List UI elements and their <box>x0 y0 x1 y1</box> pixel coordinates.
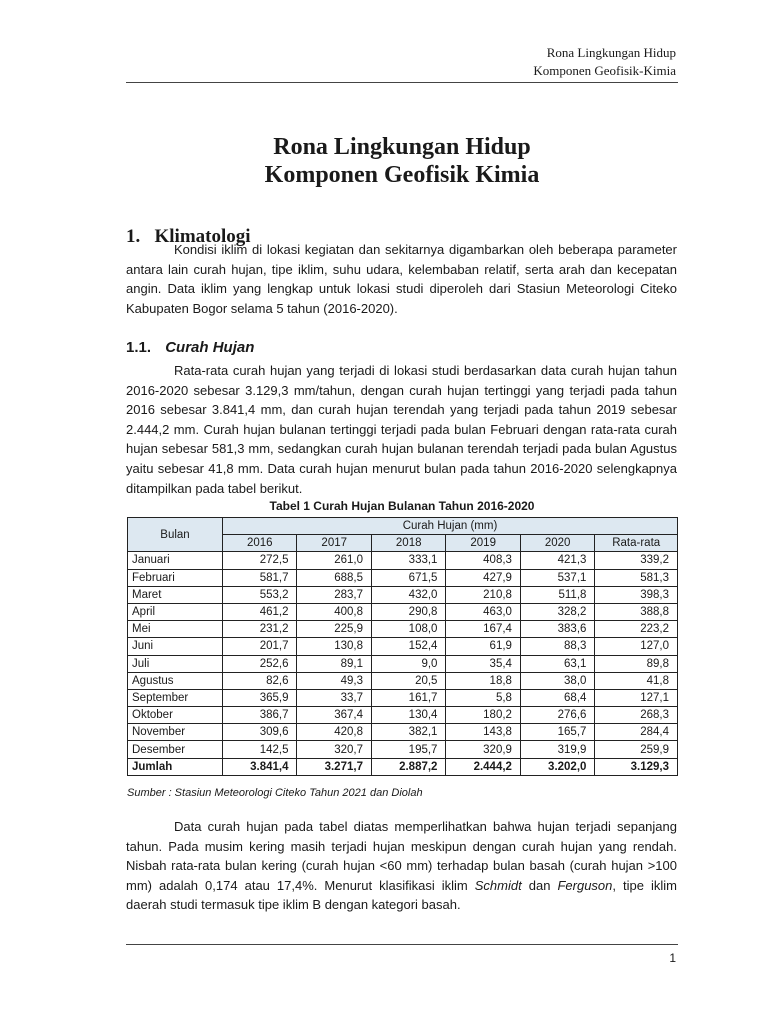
value-cell: 130,8 <box>297 638 371 655</box>
value-cell: 319,9 <box>520 741 594 758</box>
month-cell: Desember <box>128 741 223 758</box>
month-cell: November <box>128 724 223 741</box>
value-cell: 35,4 <box>446 655 520 672</box>
value-cell: 461,2 <box>223 603 297 620</box>
total-value-cell: 3.202,0 <box>520 758 594 775</box>
month-cell: Mei <box>128 621 223 638</box>
total-value-cell: 2.444,2 <box>446 758 520 775</box>
value-cell: 320,7 <box>297 741 371 758</box>
value-cell: 463,0 <box>446 603 520 620</box>
header-col: 2017 <box>297 535 371 552</box>
page-title <box>126 133 678 189</box>
value-cell: 284,4 <box>595 724 678 741</box>
value-cell: 165,7 <box>520 724 594 741</box>
table-row <box>128 724 678 741</box>
value-cell: 127,1 <box>595 689 678 706</box>
header-col: 2019 <box>446 535 520 552</box>
value-cell: 259,9 <box>595 741 678 758</box>
rainfall-table <box>127 517 678 776</box>
section-heading-klimatologi: 1. Klimatologi <box>126 226 251 247</box>
table-row <box>128 569 678 586</box>
value-cell: 365,9 <box>223 689 297 706</box>
page-number: 1 <box>669 951 676 965</box>
total-value-cell: 3.129,3 <box>595 758 678 775</box>
value-cell: 388,8 <box>595 603 678 620</box>
running-header-subtitle: Komponen Geofisik-Kimia <box>533 63 676 78</box>
value-cell: 408,3 <box>446 552 520 569</box>
value-cell: 68,4 <box>520 689 594 706</box>
value-cell: 268,3 <box>595 707 678 724</box>
table-row <box>128 741 678 758</box>
value-cell: 553,2 <box>223 586 297 603</box>
value-cell: 223,2 <box>595 621 678 638</box>
total-value-cell: 3.271,7 <box>297 758 371 775</box>
table-row <box>128 621 678 638</box>
value-cell: 63,1 <box>520 655 594 672</box>
value-cell: 61,9 <box>446 638 520 655</box>
value-cell: 333,1 <box>371 552 445 569</box>
table-row <box>128 638 678 655</box>
total-value-cell: 3.841,4 <box>223 758 297 775</box>
value-cell: 421,3 <box>520 552 594 569</box>
value-cell: 671,5 <box>371 569 445 586</box>
table-body <box>128 552 678 775</box>
value-cell: 201,7 <box>223 638 297 655</box>
value-cell: 82,6 <box>223 672 297 689</box>
page-title-line2: Komponen Geofisik Kimia <box>264 162 540 188</box>
value-cell: 231,2 <box>223 621 297 638</box>
table-row <box>128 672 678 689</box>
value-cell: 180,2 <box>446 707 520 724</box>
value-cell: 382,1 <box>371 724 445 741</box>
table-row <box>128 655 678 672</box>
curah-hujan-paragraph: Rata-rata curah hujan yang terjadi di lokasi studi berdasarkan data curah hujan tahun 2016-2020 sebesar 3.129,3 mm/tahun, dengan curah hujan tertinggi yang terjadi pada tahun 2016 sebesar 3.841,4 mm, dan curah hujan terendah yang terjadi pada tahun 2019 sebesar 2.444,2 mm. Curah hujan bulanan tertinggi terjadi pada bulan Februari dengan rata-rata curah hujan sebesar 581,3 mm, sedangkan curah hujan bulanan terendah terjadi pada bulan Agustus yaitu sebesar 41,8 mm. Data curah hujan menurut bulan pada tahun 2016-2020 selengkapnya ditampilkan pada tabel berikut. <box>126 363 677 496</box>
value-cell: 142,5 <box>223 741 297 758</box>
value-cell: 328,2 <box>520 603 594 620</box>
month-cell: Maret <box>128 586 223 603</box>
value-cell: 161,7 <box>371 689 445 706</box>
closing-text-2: dan <box>521 877 558 893</box>
value-cell: 152,4 <box>371 638 445 655</box>
header-col: 2016 <box>223 535 297 552</box>
page-title-line1: Rona Lingkungan Hidup <box>273 134 531 160</box>
value-cell: 20,5 <box>371 672 445 689</box>
value-cell: 420,8 <box>297 724 371 741</box>
value-cell: 210,8 <box>446 586 520 603</box>
value-cell: 225,9 <box>297 621 371 638</box>
closing-text-1: Data curah hujan pada tabel diatas memperlihatkan bahwa hujan terjadi sepanjang tahun. Pada musim kering masih terjadi hujan meskipun dengan curah hujan yang rendah. Nisbah rata-rata bulan kering (curah hujan <60 mm) terhadap bulan basah (curah hujan >100 mm) adalah 0,174 atau 17,4%. Menurut klasifikasi iklim <box>126 819 677 893</box>
value-cell: 89,1 <box>297 655 371 672</box>
value-cell: 511,8 <box>520 586 594 603</box>
month-cell: Januari <box>128 552 223 569</box>
closing-emphasis-schmidt: Schmidt <box>474 877 522 893</box>
month-cell: Juli <box>128 655 223 672</box>
value-cell: 18,8 <box>446 672 520 689</box>
value-cell: 130,4 <box>371 707 445 724</box>
header-col: 2020 <box>520 535 594 552</box>
value-cell: 427,9 <box>446 569 520 586</box>
table-row <box>128 707 678 724</box>
klimatologi-paragraph: Kondisi iklim di lokasi kegiatan dan sekitarnya digambarkan oleh beberapa parameter antara lain curah hujan, tipe iklim, suhu udara, kelembaban relatif, serta arah dan kecepatan angin. Data iklim yang lengkap untuk lokasi studi diperoleh dari Stasiun Meteorologi Citeko Kabupaten Bogor selama 5 tahun (2016-2020). <box>126 242 677 316</box>
value-cell: 339,2 <box>595 552 678 569</box>
value-cell: 276,6 <box>520 707 594 724</box>
value-cell: 367,4 <box>297 707 371 724</box>
value-cell: 688,5 <box>297 569 371 586</box>
month-cell: April <box>128 603 223 620</box>
header-col: 2018 <box>371 535 445 552</box>
value-cell: 537,1 <box>520 569 594 586</box>
closing-emphasis-ferguson: Ferguson <box>557 877 613 893</box>
value-cell: 108,0 <box>371 621 445 638</box>
header-col: Rata-rata <box>595 535 678 552</box>
closing-text-3: , tipe iklim daerah studi termasuk tipe iklim B dengan kategori basah. <box>126 877 677 913</box>
value-cell: 88,3 <box>520 638 594 655</box>
total-value-cell: 2.887,2 <box>371 758 445 775</box>
month-cell: Agustus <box>128 672 223 689</box>
value-cell: 432,0 <box>371 586 445 603</box>
value-cell: 383,6 <box>520 621 594 638</box>
closing-paragraph <box>126 817 677 915</box>
value-cell: 398,3 <box>595 586 678 603</box>
value-cell: 143,8 <box>446 724 520 741</box>
value-cell: 38,0 <box>520 672 594 689</box>
value-cell: 283,7 <box>297 586 371 603</box>
value-cell: 49,3 <box>297 672 371 689</box>
value-cell: 400,8 <box>297 603 371 620</box>
month-cell: Februari <box>128 569 223 586</box>
running-header <box>126 44 676 80</box>
value-cell: 252,6 <box>223 655 297 672</box>
footer-divider <box>126 944 678 945</box>
value-cell: 272,5 <box>223 552 297 569</box>
value-cell: 386,7 <box>223 707 297 724</box>
value-cell: 290,8 <box>371 603 445 620</box>
table-caption: Tabel 1 Curah Hujan Bulanan Tahun 2016-2020 <box>269 499 535 513</box>
subsection-title: Curah Hujan <box>165 339 255 356</box>
total-row <box>128 758 678 775</box>
total-label-cell: Jumlah <box>128 758 223 775</box>
value-cell: 309,6 <box>223 724 297 741</box>
value-cell: 581,3 <box>595 569 678 586</box>
value-cell: 581,7 <box>223 569 297 586</box>
value-cell: 195,7 <box>371 741 445 758</box>
table-row <box>128 552 678 569</box>
value-cell: 127,0 <box>595 638 678 655</box>
month-cell: September <box>128 689 223 706</box>
header-group: Curah Hujan (mm) <box>223 518 678 535</box>
table-row <box>128 603 678 620</box>
subsection-heading-curah-hujan <box>126 339 254 357</box>
value-cell: 167,4 <box>446 621 520 638</box>
running-header-title: Rona Lingkungan Hidup <box>546 45 676 60</box>
subsection-number: 1.1. <box>126 339 152 356</box>
table-row <box>128 586 678 603</box>
header-month: Bulan <box>128 518 223 552</box>
header-divider <box>126 82 678 83</box>
month-cell: Juni <box>128 638 223 655</box>
value-cell: 320,9 <box>446 741 520 758</box>
value-cell: 5,8 <box>446 689 520 706</box>
table-source: Sumber : Stasiun Meteorologi Citeko Tahun 2021 dan Diolah <box>127 787 423 799</box>
table-row <box>128 689 678 706</box>
month-cell: Oktober <box>128 707 223 724</box>
value-cell: 9,0 <box>371 655 445 672</box>
value-cell: 41,8 <box>595 672 678 689</box>
value-cell: 89,8 <box>595 655 678 672</box>
value-cell: 33,7 <box>297 689 371 706</box>
value-cell: 261,0 <box>297 552 371 569</box>
